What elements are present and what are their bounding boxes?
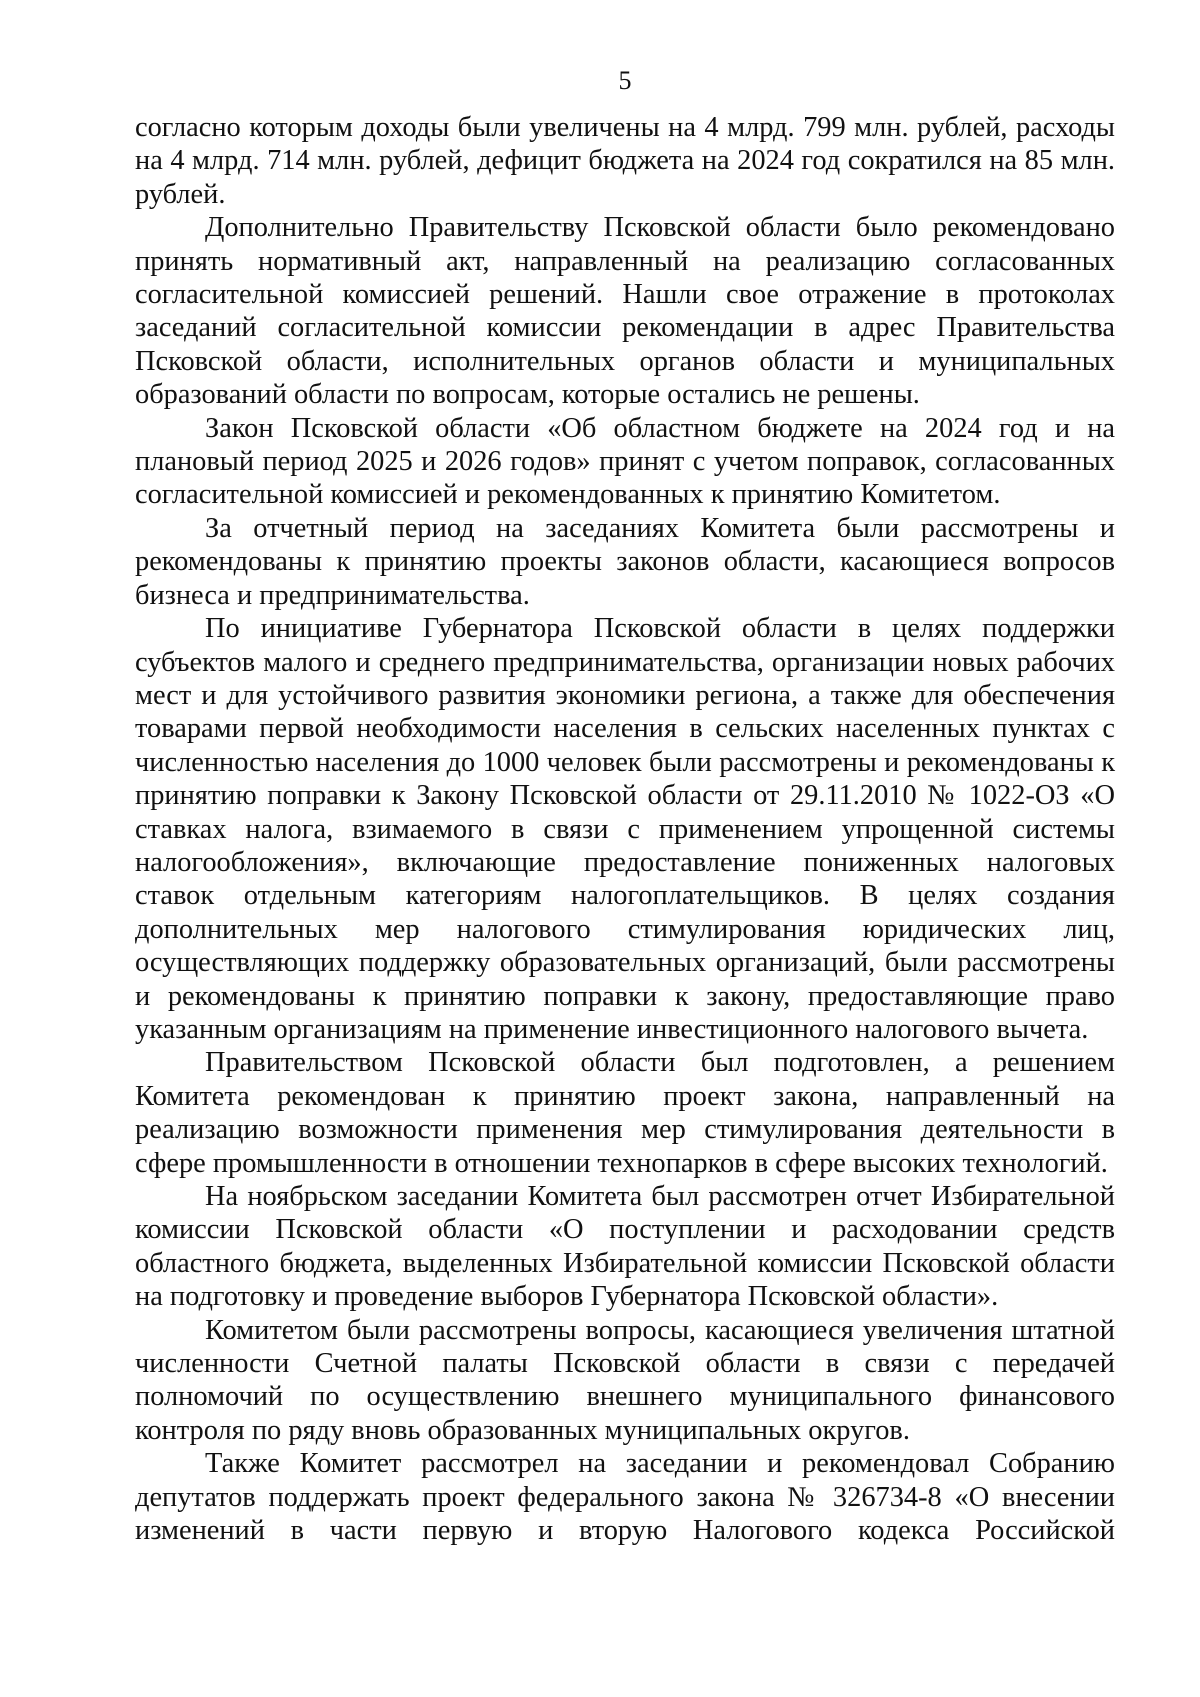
paragraph-federal-law: Также Комитет рассмотрел на заседании и рекомендовал Собранию депутатов поддержать проект федерального закона № 326734-8 «О внесении изменений в части первую и вторую Налогового кодекса Российской: [135, 1448, 1115, 1547]
paragraph-budget-changes: согласно которым доходы были увеличены на 4 млрд. 799 млн. рублей, расходы на 4 млрд. 714 млн. рублей, дефицит бюджета на 2024 год сократился на 85 млн. рублей.: [135, 112, 1115, 210]
paragraph-business-laws: За отчетный период на заседаниях Комитета были рассмотрены и рекомендованы к принятию проекты законов области, касающиеся вопросов бизнеса и предпринимательства.: [135, 512, 1115, 611]
paragraph-audit-chamber: Комитетом были рассмотрены вопросы, касающиеся увеличения штатной численности Счетной палаты Псковской области в связи с передачей полномочий по осуществлению внешнего муниципального финансового контроля по ряду вновь образованных муниципальных округов.: [135, 1314, 1115, 1446]
page-number: 5: [618, 66, 632, 95]
paragraph-budget-law: Закон Псковской области «Об областном бюджете на 2024 год и на плановый период 2025 и 2026 годов» принят с учетом поправок, согласованных согласительной комиссией и рекомендованных к принятию Комитетом.: [135, 412, 1115, 511]
paragraph-technoparks: Правительством Псковской области был подготовлен, а решением Комитета рекомендован к принятию проект закона, направленный на реализацию возможности применения мер стимулирования деятельности в сфере промышленности в отношении технопарков в сфере высоких технологий.: [135, 1047, 1115, 1179]
paragraph-government-recommendation: Дополнительно Правительству Псковской области было рекомендовано принять нормативный акт, направленный на реализацию согласованных согласительной комиссией решений. Нашли свое отражение в протоколах заседаний согласительной комиссии рекомендации в адрес Правительства Псковской области, исполнительных органов области и муниципальных образований области по вопросам, которые остались не решены.: [135, 212, 1115, 411]
document-body: [135, 111, 1115, 1547]
paragraph-election-report: На ноябрьском заседании Комитета был рассмотрен отчет Избирательной комиссии Псковской области «О поступлении и расходовании средств областного бюджета, выделенных Избирательной комиссии Псковской области на подготовку и проведение выборов Губернатора Псковской области».: [135, 1181, 1115, 1313]
paragraph-tax-amendments: По инициативе Губернатора Псковской области в целях поддержки субъектов малого и среднего предпринимательства, организации новых рабочих мест и для устойчивого развития экономики региона, а также для обеспечения товарами первой необходимости населения в сельских населенных пунктах с численностью населения до 1000 человек были рассмотрены и рекомендованы к принятию поправки к Закону Псковской области от 29.11.2010 № 1022-ОЗ «О ставках налога, взимаемого в связи с применением упрощенной системы налогообложения», включающие предоставление пониженных налоговых ставок отдельным категориям налогоплательщиков. В целях создания дополнительных мер налогового стимулирования юридических лиц, осуществляющих поддержку образовательных организаций, были рассмотрены и рекомендованы к принятию поправки к закону, предоставляющие право указанным организациям на применение инвестиционного налогового вычета.: [135, 613, 1115, 1045]
